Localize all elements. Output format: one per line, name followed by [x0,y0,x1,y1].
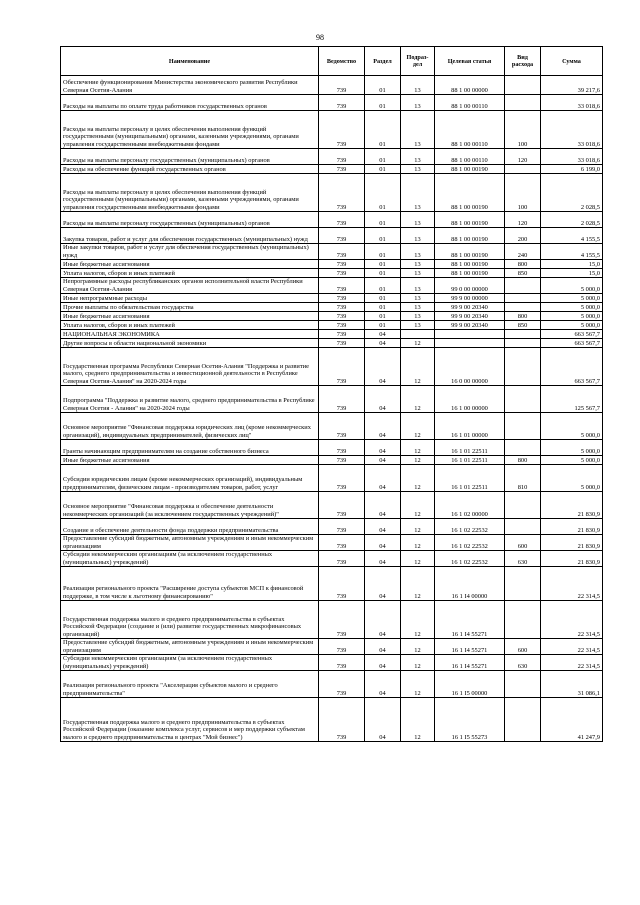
row-vedomstvo: 739 [319,551,365,567]
row-vid-raskhoda [505,330,541,339]
row-razdel: 01 [365,76,401,95]
row-vid-raskhoda: 600 [505,535,541,551]
row-celevaya-statya: 16 1 I4 55271 [435,655,505,671]
row-razdel: 01 [365,303,401,312]
row-vid-raskhoda [505,95,541,111]
row-celevaya-statya: 88 1 00 00190 [435,165,505,174]
row-summa: 663 567,7 [541,330,603,339]
row-summa: 5 000,0 [541,456,603,465]
row-name: Расходы на выплаты персоналу в целях обеспечения выполнения функций государственными (муниципальными) органами, казенными учреждениями, органами управления государственными внебюджетными фондами [61,174,319,212]
row-podrazdel: 13 [401,76,435,95]
row-podrazdel: 12 [401,671,435,698]
table-row [61,149,603,165]
table-row [61,76,603,95]
row-vid-raskhoda: 120 [505,212,541,228]
table-row [61,456,603,465]
row-vedomstvo: 739 [319,76,365,95]
row-celevaya-statya: 16 1 02 22532 [435,535,505,551]
header-podrazdel: Подраз-дел [401,47,435,76]
row-name: Подпрограмма "Поддержка и развитие малого, среднего предпринимательства в Республике Северная Осетия - Алания" на 2020-2024 годы [61,386,319,413]
row-vid-raskhoda [505,386,541,413]
table-row [61,321,603,330]
row-vid-raskhoda: 630 [505,655,541,671]
row-razdel: 04 [365,413,401,440]
row-name: Создание и обеспечение деятельности фонда поддержки предпринимательства [61,519,319,535]
row-summa: 21 830,9 [541,535,603,551]
row-summa: 15,0 [541,260,603,269]
row-celevaya-statya: 16 1 01 22511 [435,465,505,492]
row-podrazdel: 12 [401,413,435,440]
row-vid-raskhoda: 120 [505,149,541,165]
row-razdel: 01 [365,165,401,174]
row-razdel: 01 [365,111,401,149]
row-celevaya-statya: 88 1 00 00190 [435,174,505,212]
table-row [61,551,603,567]
row-podrazdel: 12 [401,456,435,465]
row-vedomstvo: 739 [319,294,365,303]
row-celevaya-statya: 88 1 00 00110 [435,95,505,111]
row-celevaya-statya: 88 1 00 00000 [435,76,505,95]
row-name: Иные непрограммные расходы [61,294,319,303]
row-vid-raskhoda: 800 [505,456,541,465]
table-row [61,174,603,212]
row-vid-raskhoda [505,567,541,601]
row-razdel: 01 [365,269,401,278]
table-row [61,440,603,456]
row-summa: 33 018,6 [541,111,603,149]
row-summa: 21 830,9 [541,519,603,535]
row-summa: 5 000,0 [541,278,603,294]
row-vedomstvo: 739 [319,465,365,492]
row-vedomstvo: 739 [319,655,365,671]
row-vid-raskhoda [505,698,541,742]
row-razdel: 04 [365,698,401,742]
row-razdel: 04 [365,655,401,671]
row-podrazdel: 13 [401,111,435,149]
row-name: Гранты начинающим предпринимателям на создание собственного бизнеса [61,440,319,456]
row-name: Непрограммные расходы республиканских органов исполнительной власти Республики Северная Осетия-Алания [61,278,319,294]
row-podrazdel: 12 [401,535,435,551]
row-name: НАЦИОНАЛЬНАЯ ЭКОНОМИКА [61,330,319,339]
row-name: Основное мероприятие "Финансовая поддержка и обеспечение деятельности некоммерческих организаций (за исключением государственных учреждений)" [61,492,319,519]
row-summa: 22 314,5 [541,567,603,601]
row-name: Иные закупки товаров, работ и услуг для обеспечения государственных (муниципальных) нужд [61,244,319,260]
row-celevaya-statya: 88 1 00 00190 [435,260,505,269]
row-vid-raskhoda [505,278,541,294]
row-summa: 31 086,1 [541,671,603,698]
table-row [61,639,603,655]
row-vid-raskhoda [505,339,541,348]
row-podrazdel: 12 [401,339,435,348]
row-summa: 6 199,0 [541,165,603,174]
row-name: Уплата налогов, сборов и иных платежей [61,269,319,278]
row-vedomstvo: 739 [319,260,365,269]
row-podrazdel: 12 [401,698,435,742]
row-vid-raskhoda [505,165,541,174]
table-row [61,260,603,269]
row-celevaya-statya: 88 1 00 00190 [435,228,505,244]
table-row [61,303,603,312]
row-name: Реализация регионального проекта "Акселерация субъектов малого и среднего предпринимательства" [61,671,319,698]
row-vedomstvo: 739 [319,671,365,698]
row-vid-raskhoda: 800 [505,260,541,269]
table-row [61,312,603,321]
row-vid-raskhoda [505,492,541,519]
row-celevaya-statya: 16 1 01 00000 [435,413,505,440]
row-vedomstvo: 739 [319,567,365,601]
row-vid-raskhoda: 240 [505,244,541,260]
row-podrazdel: 12 [401,655,435,671]
row-summa: 21 830,9 [541,551,603,567]
row-celevaya-statya: 99 9 00 00000 [435,294,505,303]
row-razdel: 01 [365,312,401,321]
row-summa: 15,0 [541,269,603,278]
row-vid-raskhoda: 800 [505,312,541,321]
row-podrazdel: 13 [401,212,435,228]
row-name: Субсидии юридическим лицам (кроме некоммерческих организаций), индивидуальным предпринимателям, физическим лицам - производителям товаров, работ, услуг [61,465,319,492]
row-name: Субсидии некоммерческим организациям (за исключением государственных (муниципальных) учреждений) [61,655,319,671]
row-vedomstvo: 739 [319,348,365,386]
row-podrazdel: 13 [401,303,435,312]
table-row [61,95,603,111]
table-row [61,492,603,519]
row-name: Субсидии некоммерческим организациям (за исключением государственных (муниципальных) учреждений) [61,551,319,567]
row-celevaya-statya [435,330,505,339]
row-summa: 663 567,7 [541,348,603,386]
row-razdel: 04 [365,456,401,465]
row-podrazdel: 12 [401,440,435,456]
row-name: Предоставление субсидий бюджетным, автономным учреждениям и иным некоммерческим организациям [61,535,319,551]
row-celevaya-statya: 88 1 00 00190 [435,212,505,228]
header-vedomstvo: Ведомство [319,47,365,76]
row-name: Расходы на выплаты персоналу государственных (муниципальных) органов [61,212,319,228]
row-name: Иные бюджетные ассигнования [61,312,319,321]
row-vedomstvo: 739 [319,149,365,165]
budget-table [60,46,603,742]
row-podrazdel: 13 [401,321,435,330]
row-celevaya-statya: 16 1 01 22511 [435,456,505,465]
table-row [61,413,603,440]
row-podrazdel: 12 [401,601,435,639]
table-row [61,519,603,535]
table-row [61,535,603,551]
row-name: Реализация регионального проекта "Расширение доступа субъектов МСП к финансовой поддержке, в том числе к льготному финансированию" [61,567,319,601]
row-razdel: 01 [365,294,401,303]
table-row [61,269,603,278]
row-summa: 22 314,5 [541,639,603,655]
row-celevaya-statya: 16 1 I5 00000 [435,671,505,698]
row-name: Расходы на выплаты персоналу государственных (муниципальных) органов [61,149,319,165]
row-razdel: 04 [365,465,401,492]
row-podrazdel: 13 [401,165,435,174]
row-razdel: 01 [365,212,401,228]
row-podrazdel: 12 [401,492,435,519]
row-podrazdel: 12 [401,551,435,567]
row-name: Государственная поддержка малого и среднего предпринимательства в субъектах Российской Федерации (создание и (или) развитие государственных микрофинансовых организаций) [61,601,319,639]
row-razdel: 04 [365,535,401,551]
row-celevaya-statya [435,339,505,348]
row-podrazdel: 13 [401,244,435,260]
row-razdel: 04 [365,551,401,567]
row-vedomstvo: 739 [319,440,365,456]
table-row [61,330,603,339]
table-row [61,567,603,601]
row-vedomstvo: 739 [319,601,365,639]
row-celevaya-statya: 16 1 00 00000 [435,386,505,413]
row-podrazdel: 13 [401,260,435,269]
row-razdel: 01 [365,321,401,330]
row-celevaya-statya: 16 1 02 00000 [435,492,505,519]
row-celevaya-statya: 16 1 02 22532 [435,551,505,567]
row-celevaya-statya: 16 1 I4 55271 [435,601,505,639]
row-razdel: 04 [365,671,401,698]
row-razdel: 01 [365,174,401,212]
row-vedomstvo: 739 [319,339,365,348]
table-row [61,165,603,174]
table-row [61,339,603,348]
row-vedomstvo: 739 [319,228,365,244]
row-vid-raskhoda: 630 [505,551,541,567]
row-vedomstvo: 739 [319,174,365,212]
row-razdel: 04 [365,492,401,519]
row-celevaya-statya: 88 1 00 00110 [435,149,505,165]
row-razdel: 04 [365,639,401,655]
row-podrazdel: 13 [401,312,435,321]
row-podrazdel: 13 [401,278,435,294]
row-razdel: 04 [365,386,401,413]
header-summa: Сумма [541,47,603,76]
row-celevaya-statya: 16 1 01 22511 [435,440,505,456]
row-summa: 41 247,9 [541,698,603,742]
row-name: Закупка товаров, работ и услуг для обеспечения государственных (муниципальных) нужд [61,228,319,244]
row-summa: 4 155,5 [541,228,603,244]
row-podrazdel: 13 [401,149,435,165]
row-summa: 21 830,9 [541,492,603,519]
row-summa: 5 000,0 [541,303,603,312]
row-razdel: 01 [365,244,401,260]
row-name: Уплата налогов, сборов и иных платежей [61,321,319,330]
row-vedomstvo: 739 [319,269,365,278]
row-celevaya-statya: 16 1 02 22532 [435,519,505,535]
row-name: Иные бюджетные ассигнования [61,260,319,269]
row-summa: 22 314,5 [541,601,603,639]
row-vid-raskhoda [505,519,541,535]
row-vedomstvo: 739 [319,330,365,339]
row-podrazdel: 13 [401,95,435,111]
row-summa: 5 000,0 [541,312,603,321]
row-celevaya-statya: 16 1 I5 55273 [435,698,505,742]
table-row [61,465,603,492]
row-vid-raskhoda: 850 [505,269,541,278]
table-row [61,698,603,742]
row-celevaya-statya: 99 0 00 00000 [435,278,505,294]
row-vedomstvo: 739 [319,492,365,519]
header-vid-raskhoda: Вид расхода [505,47,541,76]
row-vid-raskhoda: 200 [505,228,541,244]
row-podrazdel [401,330,435,339]
row-razdel: 04 [365,601,401,639]
row-podrazdel: 12 [401,465,435,492]
row-name: Расходы на выплаты персоналу в целях обеспечения выполнения функций государственными (муниципальными) органами, казенными учреждениями, органами управления государственными внебюджетными фондами [61,111,319,149]
row-summa: 22 314,5 [541,655,603,671]
row-summa: 2 028,5 [541,212,603,228]
row-vedomstvo: 739 [319,519,365,535]
row-celevaya-statya: 99 9 00 20340 [435,321,505,330]
row-razdel: 01 [365,228,401,244]
row-vedomstvo: 739 [319,321,365,330]
row-razdel: 04 [365,519,401,535]
row-name: Другие вопросы в области национальной экономики [61,339,319,348]
row-vedomstvo: 739 [319,535,365,551]
table-row [61,212,603,228]
row-vid-raskhoda [505,76,541,95]
row-podrazdel: 13 [401,174,435,212]
row-name: Обеспечение функционирования Министерства экономического развития Республики Северная Осетия-Алания [61,76,319,95]
row-vedomstvo: 739 [319,312,365,321]
row-podrazdel: 13 [401,294,435,303]
row-celevaya-statya: 88 1 00 00190 [435,244,505,260]
row-summa: 4 155,5 [541,244,603,260]
row-vedomstvo: 739 [319,111,365,149]
header-celevaya-statya: Целевая статья [435,47,505,76]
row-vid-raskhoda: 100 [505,174,541,212]
row-vid-raskhoda [505,303,541,312]
row-summa: 2 028,5 [541,174,603,212]
row-vid-raskhoda: 600 [505,639,541,655]
row-podrazdel: 12 [401,348,435,386]
table-row [61,294,603,303]
row-summa: 5 000,0 [541,321,603,330]
row-summa: 39 217,6 [541,76,603,95]
table-row [61,111,603,149]
row-celevaya-statya: 99 9 00 20340 [435,303,505,312]
page-number: 98 [316,33,324,42]
table-row [61,348,603,386]
row-vid-raskhoda [505,413,541,440]
row-celevaya-statya: 88 1 00 00110 [435,111,505,149]
row-vedomstvo: 739 [319,212,365,228]
row-summa: 5 000,0 [541,440,603,456]
row-vedomstvo: 739 [319,456,365,465]
row-name: Государственная поддержка малого и среднего предпринимательства в субъектах Российской Федерации (оказание комплекса услуг, сервисов и мер поддержки субъектам малого и среднего предпринимательства в центрах "Мой бизнес") [61,698,319,742]
header-razdel: Раздел [365,47,401,76]
row-vid-raskhoda: 100 [505,111,541,149]
table-row [61,671,603,698]
row-vid-raskhoda: 810 [505,465,541,492]
row-vedomstvo: 739 [319,639,365,655]
row-razdel: 04 [365,330,401,339]
row-podrazdel: 12 [401,386,435,413]
row-celevaya-statya: 16 0 00 00000 [435,348,505,386]
row-celevaya-statya: 16 1 I4 00000 [435,567,505,601]
row-summa: 125 567,7 [541,386,603,413]
row-vedomstvo: 739 [319,244,365,260]
row-name: Государственная программа Республики Северная Осетия-Алания "Поддержка и развитие малого, среднего предпринимательства и инвестиционной деятельности в Республике Северная Осетия-Алания" на 2020-2024 годы [61,348,319,386]
row-name: Предоставление субсидий бюджетным, автономным учреждениям и иным некоммерческим организациям [61,639,319,655]
row-podrazdel: 13 [401,269,435,278]
row-vid-raskhoda [505,671,541,698]
row-vedomstvo: 739 [319,386,365,413]
row-name: Основное мероприятие "Финансовая поддержка юридических лиц (кроме некоммерческих организаций), индивидуальных предпринимателей, физических лиц" [61,413,319,440]
row-vedomstvo: 739 [319,165,365,174]
row-vid-raskhoda [505,348,541,386]
table-row [61,278,603,294]
table-row [61,244,603,260]
row-razdel: 04 [365,440,401,456]
row-summa: 5 000,0 [541,294,603,303]
row-razdel: 04 [365,348,401,386]
row-vid-raskhoda [505,601,541,639]
row-summa: 33 018,6 [541,149,603,165]
row-name: Иные бюджетные ассигнования [61,456,319,465]
row-name: Расходы на обеспечение функций государственных органов [61,165,319,174]
row-razdel: 01 [365,149,401,165]
row-name: Расходы на выплаты по оплате труда работников государственных органов [61,95,319,111]
row-razdel: 01 [365,95,401,111]
table-row [61,386,603,413]
row-vedomstvo: 739 [319,413,365,440]
row-vedomstvo: 739 [319,95,365,111]
header-name: Наименование [61,47,319,76]
row-celevaya-statya: 88 1 00 00190 [435,269,505,278]
table-header-row [61,47,603,76]
row-vid-raskhoda: 850 [505,321,541,330]
row-vid-raskhoda [505,440,541,456]
row-podrazdel: 12 [401,639,435,655]
row-summa: 33 018,6 [541,95,603,111]
row-summa: 663 567,7 [541,339,603,348]
row-razdel: 01 [365,278,401,294]
row-razdel: 01 [365,260,401,269]
row-podrazdel: 12 [401,567,435,601]
row-vedomstvo: 739 [319,278,365,294]
row-celevaya-statya: 16 1 I4 55271 [435,639,505,655]
row-podrazdel: 13 [401,228,435,244]
row-summa: 5 000,0 [541,413,603,440]
row-vedomstvo: 739 [319,303,365,312]
table-row [61,655,603,671]
table-row [61,601,603,639]
row-vid-raskhoda [505,294,541,303]
row-name: Прочие выплаты по обязательствам государства [61,303,319,312]
row-summa: 5 000,0 [541,465,603,492]
table-row [61,228,603,244]
row-razdel: 04 [365,567,401,601]
row-podrazdel: 12 [401,519,435,535]
row-celevaya-statya: 99 9 00 20340 [435,312,505,321]
row-razdel: 04 [365,339,401,348]
row-vedomstvo: 739 [319,698,365,742]
